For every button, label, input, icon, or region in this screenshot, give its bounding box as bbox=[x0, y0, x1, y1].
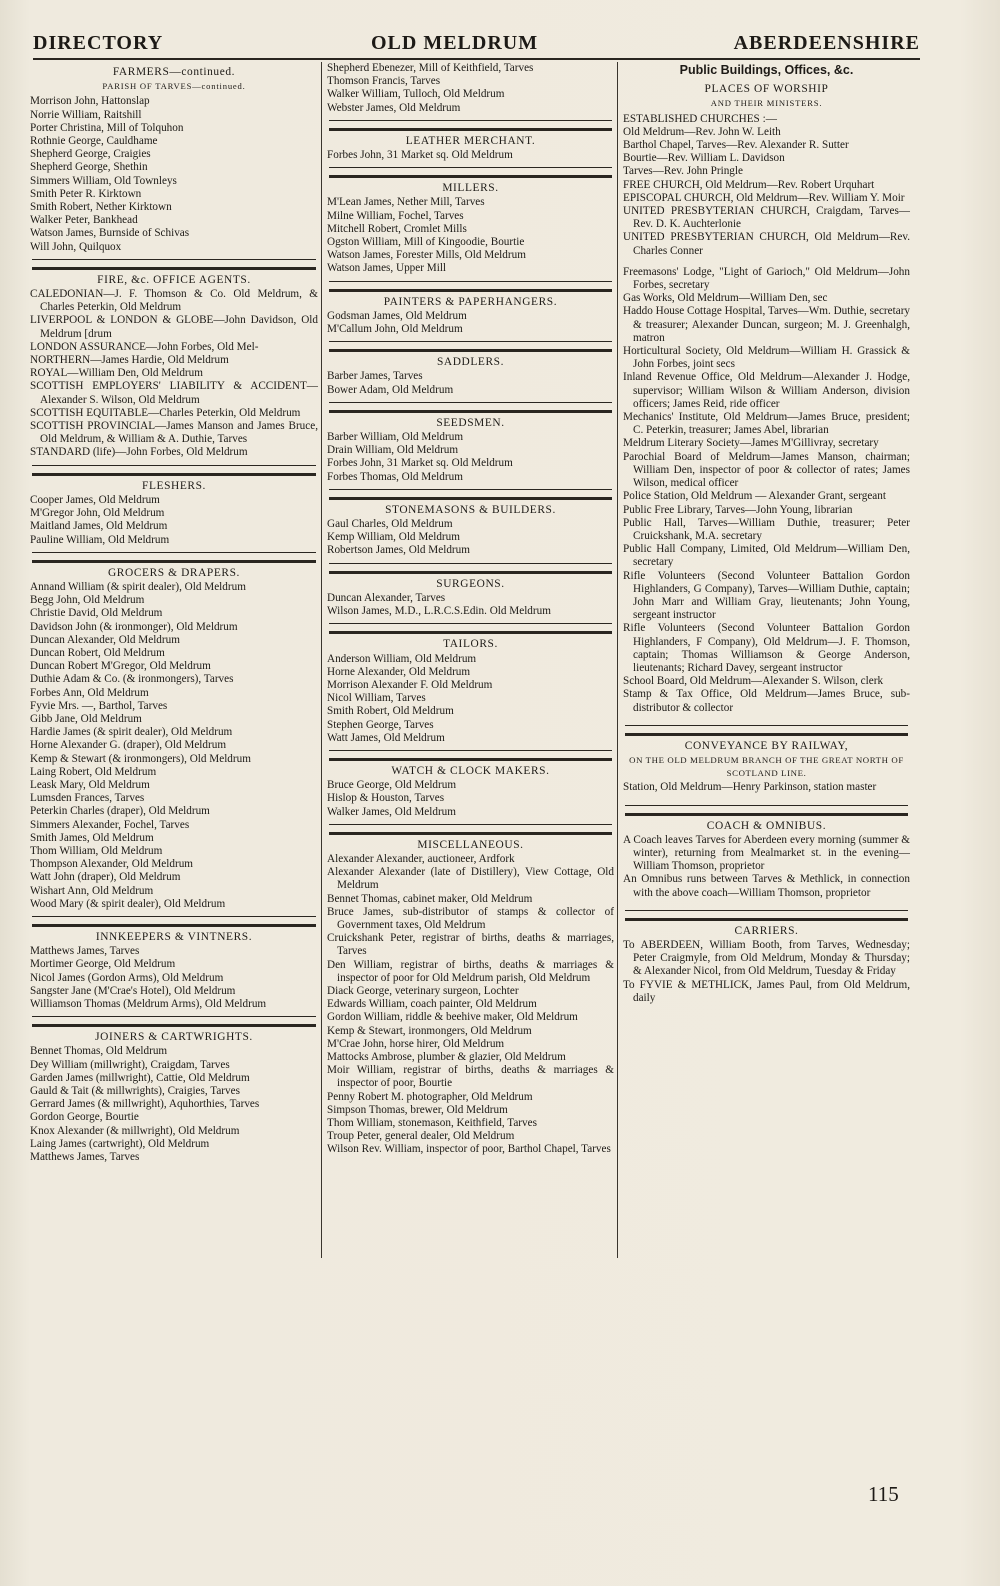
directory-entry: Barber William, Old Meldrum bbox=[327, 431, 464, 444]
directory-entry: Smith Robert, Nether Kirktown bbox=[30, 201, 172, 214]
section-heading: STONEMASONS & BUILDERS. bbox=[385, 503, 556, 516]
directory-entry: Godsman James, Old Meldrum bbox=[327, 309, 467, 322]
directory-entry: Alexander Alexander (late of Distillery), View Cottage, Old Meldrum bbox=[327, 866, 614, 892]
directory-entry: Ogston William, Mill of Kingoodie, Bourtie bbox=[327, 236, 525, 249]
directory-entry: Webster James, Old Meldrum bbox=[327, 101, 461, 114]
directory-entry: Forbes John, 31 Market sq. Old Meldrum bbox=[327, 457, 513, 470]
directory-entry: EPISCOPAL CHURCH, Old Meldrum—Rev. William Y. Moir bbox=[623, 191, 905, 204]
directory-entry: Watson James, Forester Mills, Old Meldrum bbox=[327, 249, 526, 262]
directory-entry: Will John, Quilquox bbox=[30, 240, 122, 253]
section-separator bbox=[329, 402, 612, 413]
section-heading: SADDLERS. bbox=[436, 356, 505, 369]
section-separator bbox=[32, 1016, 316, 1027]
section-heading: SEEDSMEN. bbox=[436, 416, 505, 429]
directory-entry: Public Free Library, Tarves—John Young, librarian bbox=[623, 503, 853, 516]
directory-entry: Watson James, Burnside of Schivas bbox=[30, 227, 190, 240]
public-buildings-title: Public Buildings, Offices, &c. bbox=[679, 63, 854, 77]
trade-section bbox=[30, 274, 318, 460]
directory-entry: Cruickshank Peter, registrar of births, deaths & marriages, Tarves bbox=[327, 932, 614, 958]
directory-entry: Wishart Ann, Old Meldrum bbox=[30, 884, 154, 897]
section-heading: MISCELLANEOUS. bbox=[417, 838, 524, 851]
section-heading: FIRE, &c. OFFICE AGENTS. bbox=[97, 273, 251, 286]
directory-entry: Gas Works, Old Meldrum—William Den, sec bbox=[623, 292, 828, 305]
directory-entry: Peterkin Charles (draper), Old Meldrum bbox=[30, 805, 210, 818]
directory-entry: Davidson John (& ironmonger), Old Meldrum bbox=[30, 620, 238, 633]
directory-entry: Bennet Thomas, cabinet maker, Old Meldrum bbox=[327, 892, 533, 905]
directory-entry: UNITED PRESBYTERIAN CHURCH, Old Meldrum—Rev. Charles Conner bbox=[623, 231, 910, 257]
directory-entry: Parochial Board of Meldrum—James Manson, chairman; William Den, inspector of poor & collector of rates; James Wilson, medical officer bbox=[623, 450, 910, 490]
directory-entry: Gordon George, Bourtie bbox=[30, 1111, 139, 1124]
trade-section bbox=[327, 504, 614, 558]
directory-entry: Thomson Francis, Tarves bbox=[327, 75, 441, 88]
directory-entry: Forbes John, 31 Market sq. Old Meldrum bbox=[327, 149, 513, 162]
directory-entry: Cooper James, Old Meldrum bbox=[30, 493, 160, 506]
directory-entry: Wilson Rev. William, inspector of poor, Barthol Chapel, Tarves bbox=[327, 1143, 611, 1156]
directory-entry: LONDON ASSURANCE—John Forbes, Old Mel- bbox=[30, 340, 259, 353]
directory-entry: Laing James (cartwright), Old Meldrum bbox=[30, 1137, 210, 1150]
directory-entry: Rothnie George, Cauldhame bbox=[30, 135, 158, 148]
directory-entry: Christie David, Old Meldrum bbox=[30, 607, 163, 620]
directory-entry: Simmers Alexander, Fochel, Tarves bbox=[30, 818, 190, 831]
directory-entry: Gordon William, riddle & beehive maker, Old Meldrum bbox=[327, 1011, 578, 1024]
running-header bbox=[33, 30, 920, 60]
directory-entry: Hardie James (& spirit dealer), Old Meldrum bbox=[30, 726, 233, 739]
directory-entry: Anderson William, Old Meldrum bbox=[327, 652, 477, 665]
directory-entry: Watt James, Old Meldrum bbox=[327, 731, 445, 744]
section-separator bbox=[329, 750, 612, 761]
trade-section bbox=[30, 931, 318, 1011]
section-separator bbox=[329, 623, 612, 634]
section-separator bbox=[625, 805, 908, 816]
directory-entry: Thom William, stonemason, Keithfield, Tarves bbox=[327, 1117, 537, 1129]
directory-entry: Tarves—Rev. John Pringle bbox=[623, 165, 743, 178]
directory-entry: Bourtie—Rev. William L. Davidson bbox=[623, 152, 785, 165]
section-separator bbox=[329, 341, 612, 352]
directory-entry: Maitland James, Old Meldrum bbox=[30, 520, 168, 533]
directory-entry: Williamson Thomas (Meldrum Arms), Old Meldrum bbox=[30, 998, 267, 1010]
directory-entry: Morrison John, Hattonslap bbox=[30, 95, 150, 108]
directory-entry: Watt John (draper), Old Meldrum bbox=[30, 871, 181, 884]
directory-entry: SCOTTISH EQUITABLE—Charles Peterkin, Old Meldrum bbox=[30, 406, 301, 419]
directory-entry: Alexander Alexander, auctioneer, Ardfork bbox=[327, 852, 515, 865]
directory-entry: Gibb Jane, Old Meldrum bbox=[30, 712, 142, 725]
directory-entry: Duncan Alexander, Tarves bbox=[327, 591, 446, 604]
directory-entry: Horticultural Society, Old Meldrum—William H. Grassick & John Forbes, joint secs bbox=[623, 345, 910, 371]
trade-section bbox=[327, 135, 614, 162]
directory-entry: Gauld & Tait (& millwrights), Craigies, Tarves bbox=[30, 1085, 240, 1098]
section-separator bbox=[32, 465, 316, 476]
section-heading: WATCH & CLOCK MAKERS. bbox=[391, 764, 550, 777]
directory-entry: Inland Revenue Office, Old Meldrum—Alexander J. Hodge, supervisor; William Wilson & William Anderson, division officers; James Reid, ride officer bbox=[623, 371, 910, 410]
coach-list bbox=[623, 834, 910, 900]
carriers-heading: CARRIERS. bbox=[734, 924, 799, 937]
directory-entry: Old Meldrum—Rev. John W. Leith bbox=[623, 125, 781, 138]
trade-section bbox=[30, 1031, 318, 1164]
section-separator bbox=[32, 916, 316, 927]
directory-entry: Morrison Alexander F. Old Meldrum bbox=[327, 678, 493, 691]
directory-entry: Mechanics' Institute, Old Meldrum—James Bruce, president; C. Peterkin, treasurer; James Abel, librarian bbox=[623, 411, 910, 437]
section-separator bbox=[329, 489, 612, 500]
directory-entry: SCOTTISH PROVINCIAL—James Manson and James Bruce, Old Meldrum, & William & A. Duthie, Tarves bbox=[30, 420, 318, 446]
trade-section bbox=[327, 62, 614, 115]
directory-entry: Meldrum Literary Society—James M'Gillivray, secretary bbox=[623, 437, 879, 450]
directory-entry: STANDARD (life)—John Forbes, Old Meldrum bbox=[30, 446, 248, 459]
directory-entry: Pauline William, Old Meldrum bbox=[30, 533, 170, 546]
directory-entry: Haddo House Cottage Hospital, Tarves—Wm. Duthie, secretary & treasurer; Alexander Duncan, surgeon; M. J. Greenhalgh, matron bbox=[623, 305, 911, 344]
section-heading: LEATHER MERCHANT. bbox=[405, 134, 536, 147]
directory-entry: Nicol James (Gordon Arms), Old Meldrum bbox=[30, 971, 224, 984]
public-buildings-list bbox=[623, 266, 910, 715]
directory-entry: Horne Alexander G. (draper), Old Meldrum bbox=[30, 739, 227, 752]
directory-entry: A Coach leaves Tarves for Aberdeen every morning (summer & winter), returning from Mealmarket st. in the evening—William Thomson, proprietor bbox=[623, 833, 910, 873]
directory-entry: Penny Robert M. photographer, Old Meldrum bbox=[327, 1090, 533, 1103]
trade-section bbox=[327, 638, 614, 745]
trade-section bbox=[327, 765, 614, 819]
column-rule bbox=[321, 62, 322, 1258]
directory-entry: School Board, Old Meldrum—Alexander S. Wilson, clerk bbox=[623, 675, 884, 688]
directory-entry: Mattocks Ambrose, plumber & glazier, Old Meldrum bbox=[327, 1050, 566, 1063]
directory-entry: Norrie William, Raitshill bbox=[30, 108, 142, 121]
directory-entry: Bruce James, sub-distributor of stamps & collector of Government taxes, Old Meldrum bbox=[327, 905, 614, 931]
directory-entry: Drain William, Old Meldrum bbox=[327, 444, 459, 457]
section-separator bbox=[329, 167, 612, 178]
directory-entry: Duncan Robert M'Gregor, Old Meldrum bbox=[30, 660, 211, 673]
section-separator bbox=[329, 824, 612, 835]
directory-entry: Edwards William, coach painter, Old Meldrum bbox=[327, 998, 537, 1011]
section-heading: JOINERS & CARTWRIGHTS. bbox=[95, 1031, 253, 1044]
directory-entry: Mortimer George, Old Meldrum bbox=[30, 958, 176, 971]
directory-entry: Rifle Volunteers (Second Volunteer Battalion Gordon Highlanders, F Company), Old Meldrum—J. F. Thomson, captain; Thomas Williamson & George Anderson, lieutenants; Richard Davey, sergeant instructor bbox=[623, 622, 910, 674]
trade-section bbox=[327, 356, 614, 397]
directory-entry: M'Lean James, Nether Mill, Tarves bbox=[327, 196, 485, 209]
trade-section bbox=[327, 296, 614, 337]
column-2 bbox=[327, 62, 614, 1161]
trade-section bbox=[327, 578, 614, 619]
section-separator bbox=[329, 281, 612, 292]
section-heading: FLESHERS. bbox=[142, 479, 206, 492]
directory-entry: CALEDONIAN—J. F. Thomson & Co. Old Meldrum, & Charles Peterkin, Old Meldrum bbox=[30, 288, 318, 314]
directory-entry: Bennet Thomas, Old Meldrum bbox=[30, 1045, 168, 1058]
directory-entry: Troup Peter, general dealer, Old Meldrum bbox=[327, 1130, 515, 1143]
section-separator bbox=[329, 120, 612, 131]
directory-entry: Walker Peter, Bankhead bbox=[30, 214, 138, 227]
directory-entry: Forbes Ann, Old Meldrum bbox=[30, 686, 149, 699]
railway-heading: CONVEYANCE BY RAILWAY, bbox=[684, 739, 849, 752]
section-heading: TAILORS. bbox=[443, 638, 498, 651]
directory-entry: Matthews James, Tarves bbox=[30, 945, 140, 958]
railway-list bbox=[623, 781, 910, 794]
directory-entry: ESTABLISHED CHURCHES :— bbox=[623, 112, 777, 125]
directory-entry: Begg John, Old Meldrum bbox=[30, 594, 145, 607]
directory-entry: Duthie Adam & Co. (& ironmongers), Tarves bbox=[30, 673, 234, 686]
directory-entry: Mitchell Robert, Cromlet Mills bbox=[327, 222, 467, 235]
directory-entry: Knox Alexander (& millwright), Old Meldrum bbox=[30, 1124, 240, 1137]
directory-entry: Gerrard James (& millwright), Aquhorthies, Tarves bbox=[30, 1098, 260, 1111]
directory-entry: Kemp & Stewart (& ironmongers), Old Meldrum bbox=[30, 752, 251, 765]
directory-entry: Smith Robert, Old Meldrum bbox=[327, 705, 454, 718]
directory-entry: Barthol Chapel, Tarves—Rev. Alexander R. Sutter bbox=[623, 139, 849, 152]
directory-entry: FREE CHURCH, Old Meldrum—Rev. Robert Urquhart bbox=[623, 178, 875, 191]
directory-entry: Moir William, registrar of births, deaths & marriages & inspector of poor, Bourtie bbox=[327, 1064, 614, 1090]
column-1 bbox=[30, 62, 318, 1168]
worship-list bbox=[623, 113, 910, 258]
trade-section bbox=[327, 417, 614, 484]
directory-entry: Gaul Charles, Old Meldrum bbox=[327, 518, 453, 531]
carriers-list bbox=[623, 939, 910, 1005]
directory-entry: Den William, registrar of births, deaths & marriages & inspector of poor for Old Meldrum parish, Old Meldrum bbox=[327, 958, 614, 984]
directory-entry: Shepherd Ebenezer, Mill of Keithfield, Tarves bbox=[327, 62, 534, 74]
directory-entry: Matthews James, Tarves bbox=[30, 1151, 140, 1164]
section-subheading: PARISH OF TARVES—continued. bbox=[102, 81, 246, 92]
section-heading: FARMERS—continued. bbox=[112, 66, 236, 78]
coach-heading: COACH & OMNIBUS. bbox=[706, 819, 827, 832]
directory-entry: Walker William, Tulloch, Old Meldrum bbox=[327, 88, 505, 101]
section-separator bbox=[32, 259, 316, 270]
directory-entry: Thom William, Old Meldrum bbox=[30, 844, 163, 857]
directory-entry: UNITED PRESBYTERIAN CHURCH, Craigdam, Tarves—Rev. D. K. Auchterlonie bbox=[623, 205, 910, 231]
directory-entry: Smith Peter R. Kirktown bbox=[30, 187, 142, 200]
directory-entry: Lumsden Frances, Tarves bbox=[30, 792, 145, 805]
directory-entry: Duncan Robert, Old Meldrum bbox=[30, 646, 165, 659]
directory-entry: To FYVIE & METHLICK, James Paul, from Old Meldrum, daily bbox=[623, 978, 910, 1004]
directory-entry: Kemp & Stewart, ironmongers, Old Meldrum bbox=[327, 1024, 532, 1037]
section-heading: GROCERS & DRAPERS. bbox=[107, 566, 240, 579]
header-left: DIRECTORY bbox=[33, 32, 164, 54]
section-heading: MILLERS. bbox=[442, 182, 499, 195]
section-separator bbox=[329, 563, 612, 574]
directory-entry: Smith James, Old Meldrum bbox=[30, 831, 154, 844]
section-separator bbox=[32, 552, 316, 563]
railway-subheading: ON THE OLD MELDRUM BRANCH OF THE GREAT NORTH OF SCOTLAND LINE. bbox=[629, 754, 904, 779]
section-heading: SURGEONS. bbox=[436, 577, 505, 590]
directory-entry: Diack George, veterinary surgeon, Lochter bbox=[327, 984, 519, 997]
directory-entry: Bower Adam, Old Meldrum bbox=[327, 383, 454, 396]
directory-entry: Wilson James, M.D., L.R.C.S.Edin. Old Meldrum bbox=[327, 605, 551, 618]
directory-entry: Thompson Alexander, Old Meldrum bbox=[30, 858, 193, 871]
section-separator bbox=[625, 725, 908, 736]
directory-entry: Leask Mary, Old Meldrum bbox=[30, 778, 150, 791]
directory-entry: Simpson Thomas, brewer, Old Meldrum bbox=[327, 1103, 508, 1116]
directory-entry: Horne Alexander, Old Meldrum bbox=[327, 665, 471, 678]
worship-heading: PLACES OF WORSHIP bbox=[704, 83, 829, 96]
directory-entry: Hislop & Houston, Tarves bbox=[327, 792, 445, 805]
header-center: OLD MELDRUM bbox=[371, 32, 539, 54]
directory-entry: Watson James, Upper Mill bbox=[327, 262, 447, 275]
directory-entry: To ABERDEEN, William Booth, from Tarves, Wednesday; Peter Craigmyle, from Old Meldrum, Monday & Thursday; & Alexander Nicol, from Old Meldrum, Tuesday & Friday bbox=[623, 938, 910, 978]
directory-entry: LIVERPOOL & LONDON & GLOBE—John Davidson, Old Meldrum [drum bbox=[30, 314, 318, 340]
directory-entry: Robertson James, Old Meldrum bbox=[327, 544, 470, 557]
directory-entry: Bruce George, Old Meldrum bbox=[327, 779, 457, 792]
trade-section bbox=[327, 182, 614, 275]
directory-entry: Barber James, Tarves bbox=[327, 370, 423, 383]
directory-entry: M'Callum John, Old Meldrum bbox=[327, 323, 463, 336]
directory-entry: Wood Mary (& spirit dealer), Old Meldrum bbox=[30, 897, 226, 910]
column-3 bbox=[623, 62, 910, 1005]
directory-entry: Rifle Volunteers (Second Volunteer Battalion Gordon Highlanders, G Company), Tarves—William Duthie, captain; John Marr and William Gray, lieutenants; John Young, sergeant instructor bbox=[623, 569, 910, 622]
section-heading: INNKEEPERS & VINTNERS. bbox=[95, 930, 253, 943]
directory-entry: Dey William (millwright), Craigdam, Tarves bbox=[30, 1058, 230, 1071]
directory-entry: Annand William (& spirit dealer), Old Meldrum bbox=[30, 580, 246, 593]
directory-entry: Stamp & Tax Office, Old Meldrum—James Bruce, sub-distributor & collector bbox=[623, 688, 910, 714]
directory-entry: Forbes Thomas, Old Meldrum bbox=[327, 470, 463, 483]
header-right: ABERDEENSHIRE bbox=[733, 32, 920, 54]
directory-entry: Public Hall Company, Limited, Old Meldrum—William Den, secretary bbox=[623, 543, 910, 569]
directory-entry: NORTHERN—James Hardie, Old Meldrum bbox=[30, 354, 229, 367]
directory-entry: Garden James (millwright), Cattie, Old Meldrum bbox=[30, 1071, 250, 1084]
trade-section bbox=[327, 839, 614, 1157]
page-number: 115 bbox=[868, 1482, 899, 1506]
directory-entry: Fyvie Mrs. —, Barthol, Tarves bbox=[30, 699, 168, 712]
directory-entry: ROYAL—William Den, Old Meldrum bbox=[30, 367, 203, 380]
directory-entry: Police Station, Old Meldrum — Alexander Grant, sergeant bbox=[623, 490, 886, 503]
directory-entry: Simmers William, Old Townleys bbox=[30, 174, 177, 187]
directory-entry: Sangster Jane (M'Crae's Hotel), Old Meldrum bbox=[30, 984, 236, 997]
directory-entry: Porter Christina, Mill of Tolquhon bbox=[30, 121, 184, 134]
directory-entry: An Omnibus runs between Tarves & Methlick, in connection with the above coach—William Thomson, proprietor bbox=[623, 873, 910, 899]
trade-section bbox=[30, 480, 318, 547]
trade-section bbox=[30, 66, 318, 254]
section-separator bbox=[625, 910, 908, 921]
directory-entry: Shepherd George, Shethin bbox=[30, 161, 148, 174]
directory-entry: Freemasons' Lodge, "Light of Garioch," Old Meldrum—John Forbes, secretary bbox=[623, 265, 910, 292]
column-rule bbox=[617, 62, 618, 1258]
worship-subheading: AND THEIR MINISTERS. bbox=[710, 98, 823, 109]
directory-entry: SCOTTISH EMPLOYERS' LIABILITY & ACCIDENT—Alexander S. Wilson, Old Meldrum bbox=[30, 380, 318, 406]
directory-entry: M'Crae John, horse hirer, Old Meldrum bbox=[327, 1037, 505, 1050]
directory-entry: Nicol William, Tarves bbox=[327, 692, 426, 705]
directory-entry: Duncan Alexander, Old Meldrum bbox=[30, 633, 180, 646]
directory-entry: Shepherd George, Craigies bbox=[30, 148, 151, 161]
trade-section bbox=[30, 567, 318, 911]
directory-entry: Walker James, Old Meldrum bbox=[327, 805, 456, 818]
directory-entry: Milne William, Fochel, Tarves bbox=[327, 209, 464, 222]
directory-entry: Laing Robert, Old Meldrum bbox=[30, 765, 157, 778]
directory-entry: M'Gregor John, Old Meldrum bbox=[30, 507, 165, 520]
directory-entry: Station, Old Meldrum—Henry Parkinson, station master bbox=[623, 781, 877, 794]
directory-entry: Stephen George, Tarves bbox=[327, 718, 434, 731]
directory-entry: Public Hall, Tarves—William Duthie, treasurer; Peter Cruickshank, M.A. secretary bbox=[623, 516, 910, 542]
section-heading: PAINTERS & PAPERHANGERS. bbox=[383, 295, 558, 308]
directory-entry: Kemp William, Old Meldrum bbox=[327, 531, 460, 544]
